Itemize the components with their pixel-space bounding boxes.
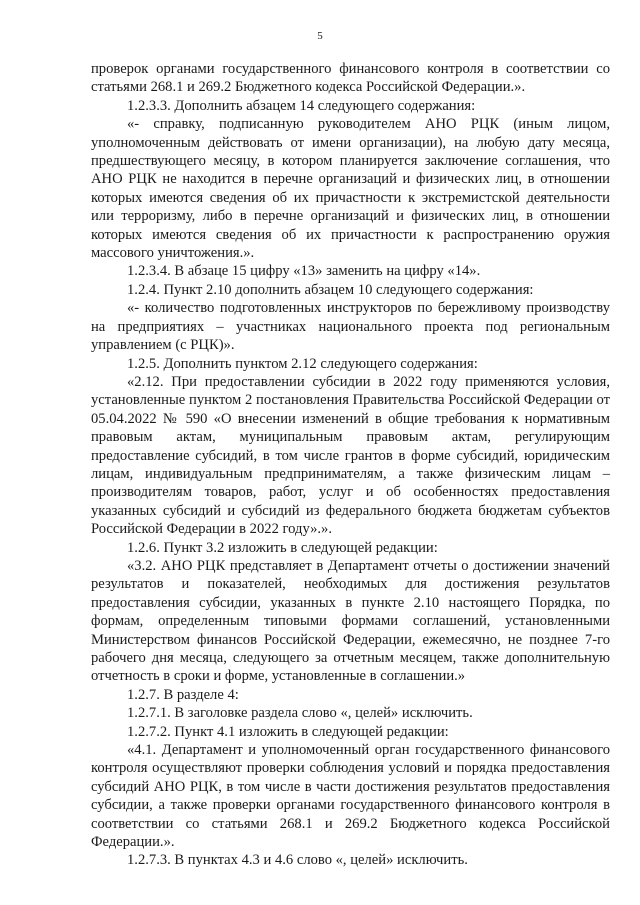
paragraph-3-2-quote: «3.2. АНО РЦК представляет в Департамент отчеты о достижении значений результатов и показателей, необходимых для достижения результатов предоставления субсидии, указанных в пункте 2.10 настоящего Порядка, по формам, определенным типовыми формами соглашений, установленными Министерством финансов Российской Федерации, ежемесячно, не позднее 7-го рабочего дня месяца, следующего за отчетным месяцем, также дополнительную отчетность в сроки и форме, установленные в соглашении.» bbox=[91, 557, 610, 685]
paragraph-1-2-7-2: 1.2.7.2. Пункт 4.1 изложить в следующей редакции: bbox=[127, 723, 449, 740]
paragraph-1-2-3-4: 1.2.3.4. В абзаце 15 цифру «13» заменить на цифру «14». bbox=[127, 263, 481, 280]
document-body bbox=[91, 60, 610, 870]
paragraph-1-2-7-1: 1.2.7.1. В заголовке раздела слово «, целей» исключить. bbox=[127, 705, 473, 722]
paragraph-2-12-quote: «2.12. При предоставлении субсидии в 2022 году применяются условия, установленные пунктом 2 постановления Правительства Российской Федерации от 05.04.2022 № 590 «О внесении изменений в общие требования к нормативным правовым актам, муниципальным правовым актам, регулирующим предоставление субсидий, в том числе грантов в форме субсидий, юридическим лицам, индивидуальным предпринимателям, а также физическим лицам – производителям товаров, работ, услуг и об особенностях предоставления указанных субсидий и субсидий из федерального бюджета бюджетам субъектов Российской Федерации в 2022 году».». bbox=[91, 373, 610, 538]
paragraph-certificate-quote: «- справку, подписанную руководителем АНО РЦК (иным лицом, уполномоченным действовать от имени организации), на любую дату месяца, предшествующего месяцу, в котором планируется заключение соглашения, что АНО РЦК не находится в перечне организаций и физических лиц, в отношении которых имеются сведения об их причастности к экстремистской деятельности или терроризму, либо в перечне организаций и физических лиц, в отношении которых имеются сведения об их причастности к распространению оружия массового уничтожения.». bbox=[91, 116, 610, 262]
paragraph-1-2-7: 1.2.7. В разделе 4: bbox=[127, 686, 239, 703]
paragraph-1-2-3-3: 1.2.3.3. Дополнить абзацем 14 следующего содержания: bbox=[127, 97, 476, 114]
paragraph-continuation: проверок органами государственного финансового контроля в соответствии со статьями 268.1 и 269.2 Бюджетного кодекса Российской Федерации.». bbox=[91, 61, 610, 96]
paragraph-1-2-6: 1.2.6. Пункт 3.2 изложить в следующей редакции: bbox=[127, 539, 438, 556]
paragraph-1-2-7-3: 1.2.7.3. В пунктах 4.3 и 4.6 слово «, целей» исключить. bbox=[127, 852, 468, 869]
paragraph-1-2-5: 1.2.5. Дополнить пунктом 2.12 следующего содержания: bbox=[127, 355, 478, 372]
paragraph-instructors-quote: «- количество подготовленных инструкторов по бережливому производству на предприятиях – участниках национального проекта под региональным управлением (с РЦК)». bbox=[91, 300, 610, 354]
page-number: 5 bbox=[317, 30, 323, 42]
paragraph-1-2-4: 1.2.4. Пункт 2.10 дополнить абзацем 10 следующего содержания: bbox=[127, 281, 534, 298]
paragraph-4-1-quote: «4.1. Департамент и уполномоченный орган государственного финансового контроля осуществляют проверки соблюдения условий и порядка предоставления субсидий АНО РЦК, в том числе в части достижения результатов предоставления субсидии, а также проверки органами государственного финансового контроля в соответствии со статьями 268.1 и 269.2 Бюджетного кодекса Российской Федерации.». bbox=[91, 742, 610, 851]
